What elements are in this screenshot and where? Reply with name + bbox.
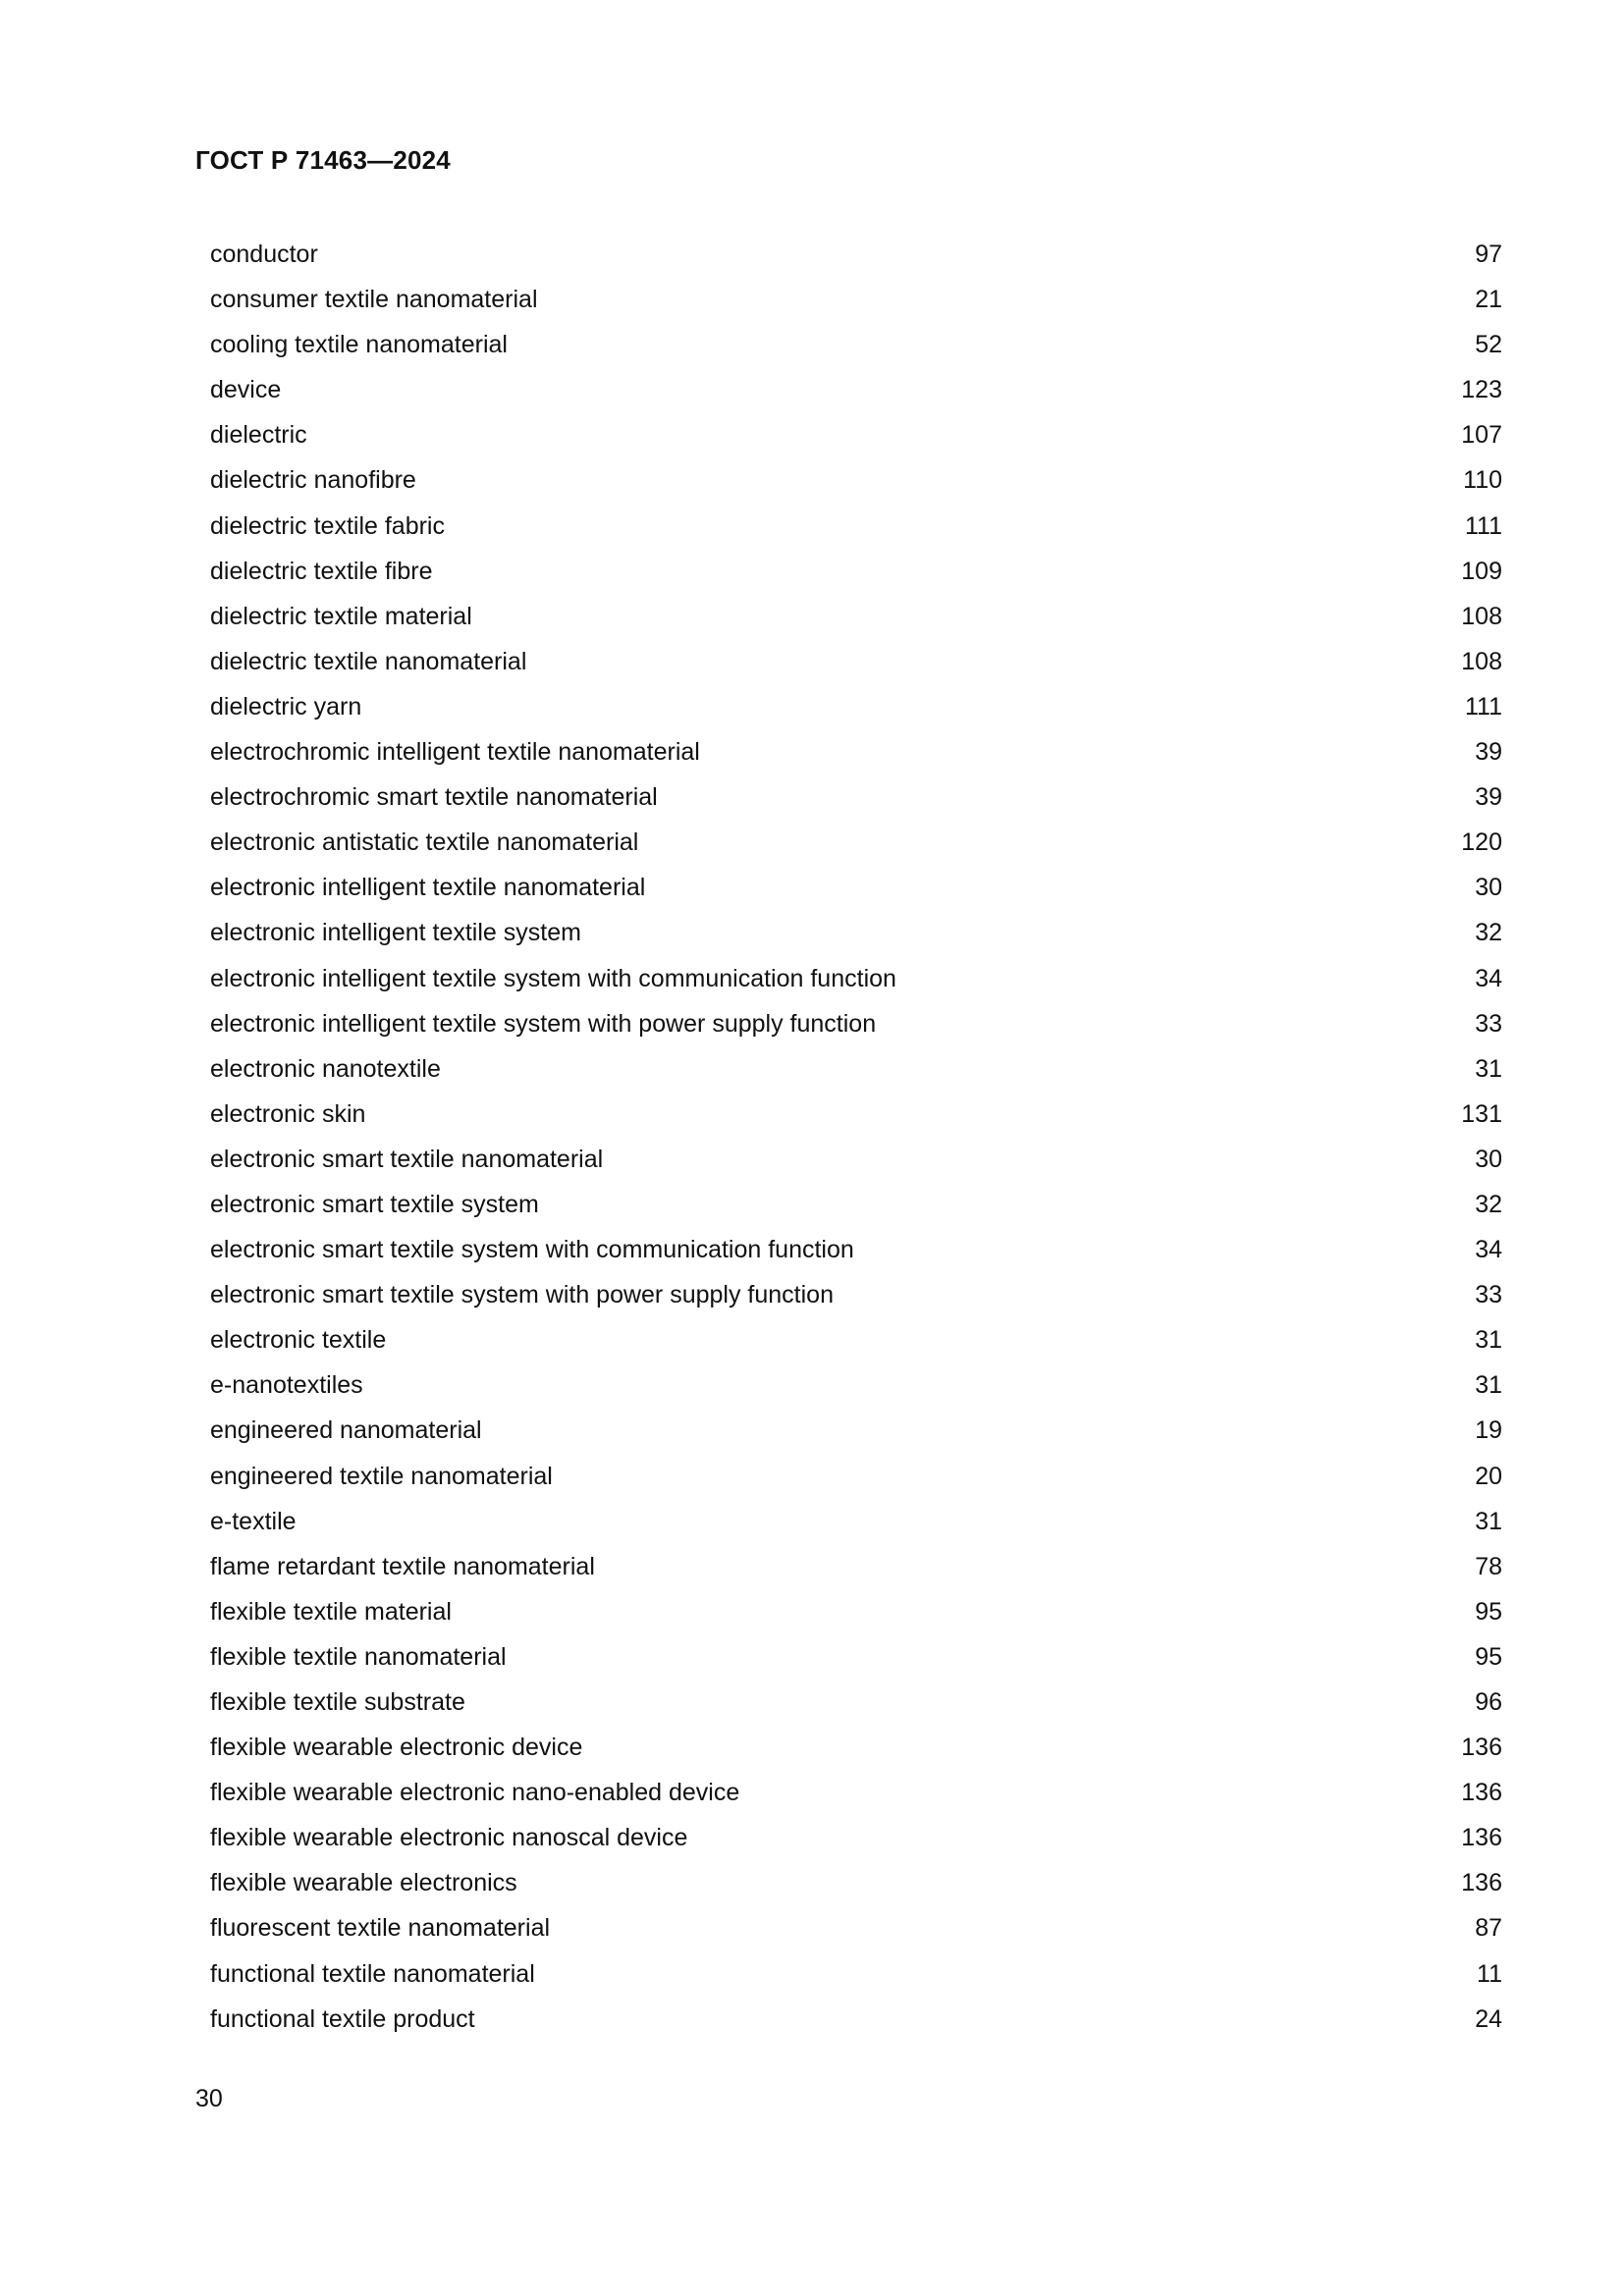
index-entry (210, 729, 1502, 774)
index-entry (210, 1860, 1502, 1905)
index-term: dielectric (210, 421, 307, 450)
index-entry (210, 1499, 1502, 1544)
index-entry (210, 412, 1502, 457)
index-page-ref: 33 (1475, 1009, 1502, 1038)
index-page-ref: 31 (1475, 1326, 1502, 1355)
index-term: flexible wearable electronic nano-enabled device (210, 1779, 740, 1807)
index-entry (210, 1589, 1502, 1634)
index-entry (210, 1454, 1502, 1499)
index-page-ref: 107 (1461, 421, 1502, 450)
index-page-ref: 96 (1475, 1688, 1502, 1716)
index-entry (210, 322, 1502, 367)
index-page-ref: 19 (1475, 1416, 1502, 1445)
index-page-ref: 34 (1475, 964, 1502, 992)
index-entry (210, 1815, 1502, 1860)
index-term: electronic antistatic textile nanomaterial (210, 828, 639, 857)
index-page-ref: 136 (1461, 1779, 1502, 1807)
index-entry (210, 1317, 1502, 1362)
index-term: cooling textile nanomaterial (210, 331, 508, 359)
index-term: consumer textile nanomaterial (210, 286, 538, 314)
index-term: engineered nanomaterial (210, 1416, 482, 1445)
index-entry (210, 232, 1502, 277)
index-entry (210, 1951, 1502, 1997)
index-entry (210, 1680, 1502, 1725)
index-term: functional textile product (210, 2004, 475, 2033)
index-entry (210, 1092, 1502, 1137)
index-page-ref: 87 (1475, 1914, 1502, 1943)
index-page-ref: 31 (1475, 1507, 1502, 1535)
index-term: electronic textile (210, 1326, 387, 1355)
index-term: conductor (210, 240, 318, 268)
index-term: flexible textile substrate (210, 1688, 465, 1716)
index-page-ref: 21 (1475, 286, 1502, 314)
index-page-ref: 123 (1461, 376, 1502, 404)
index-entry (210, 820, 1502, 865)
index-term: flexible wearable electronics (210, 1869, 517, 1897)
index-entry (210, 774, 1502, 820)
index-page-ref: 78 (1475, 1552, 1502, 1580)
index-term: electronic intelligent textile system (210, 919, 581, 947)
index-page-ref: 120 (1461, 828, 1502, 857)
index-page-ref: 111 (1464, 511, 1502, 540)
index-entry (210, 277, 1502, 322)
index-term: dielectric nanofibre (210, 466, 416, 495)
index-entry (210, 1362, 1502, 1408)
index-page-ref: 24 (1475, 2004, 1502, 2033)
index-entry (210, 639, 1502, 684)
index-entry (210, 457, 1502, 503)
index-entry (210, 594, 1502, 639)
index-term: dielectric textile nanomaterial (210, 647, 527, 675)
index-term: electronic intelligent textile nanomaterial (210, 874, 646, 902)
index-page-ref: 136 (1461, 1869, 1502, 1897)
index-term: electronic intelligent textile system with communication function (210, 964, 896, 992)
index-term: electronic smart textile system with power supply function (210, 1281, 834, 1309)
index-entry (210, 956, 1502, 1001)
index-term: fluorescent textile nanomaterial (210, 1914, 551, 1943)
index-term: flame retardant textile nanomaterial (210, 1552, 595, 1580)
index-term: e-textile (210, 1507, 297, 1535)
index-term: dielectric textile material (210, 602, 472, 630)
index-entry (210, 1227, 1502, 1272)
index-page-ref: 108 (1461, 602, 1502, 630)
index-term: flexible wearable electronic device (210, 1734, 583, 1762)
index-page-ref: 33 (1475, 1281, 1502, 1309)
index-term: dielectric textile fabric (210, 511, 445, 540)
index-entry (210, 910, 1502, 955)
index-entry (210, 367, 1502, 412)
index-entry (210, 1634, 1502, 1680)
index-page-ref: 110 (1463, 466, 1502, 495)
index-page-ref: 109 (1461, 557, 1502, 585)
index-entry (210, 1408, 1502, 1453)
index-page-ref: 95 (1475, 1642, 1502, 1671)
index-page-ref: 11 (1477, 1959, 1502, 1988)
index-entry (210, 1001, 1502, 1046)
index-term: electrochromic smart textile nanomaterial (210, 783, 658, 812)
index-term: flexible textile nanomaterial (210, 1642, 507, 1671)
index-page-ref: 34 (1475, 1236, 1502, 1264)
index-entry (210, 1137, 1502, 1182)
index-entry (210, 1544, 1502, 1589)
index-entry (210, 1272, 1502, 1317)
index-page-ref: 52 (1475, 331, 1502, 359)
index-entry (210, 1905, 1502, 1950)
index-term: electronic smart textile system (210, 1190, 539, 1218)
index-page-ref: 97 (1475, 240, 1502, 268)
index-page-ref: 108 (1461, 647, 1502, 675)
index-term: electronic smart textile system with communication function (210, 1236, 854, 1264)
index-page-ref: 31 (1475, 1371, 1502, 1400)
index-entry (210, 1997, 1502, 2042)
index-page-ref: 136 (1461, 1734, 1502, 1762)
index-entry (210, 549, 1502, 594)
index-page-ref: 39 (1475, 783, 1502, 812)
page-number: 30 (195, 2085, 223, 2112)
index-term: electrochromic intelligent textile nanomaterial (210, 738, 700, 767)
index-page-ref: 31 (1475, 1054, 1502, 1083)
index-page-ref: 136 (1461, 1824, 1502, 1852)
index-term: device (210, 376, 282, 404)
index-page-ref: 131 (1461, 1099, 1502, 1128)
index-term: electronic nanotextile (210, 1054, 441, 1083)
index-page-ref: 32 (1475, 1190, 1502, 1218)
index-entry (210, 865, 1502, 910)
index-entry (210, 504, 1502, 549)
index-entry (210, 1046, 1502, 1092)
index-page-ref: 32 (1475, 919, 1502, 947)
index-page-ref: 30 (1475, 874, 1502, 902)
index-entry (210, 1725, 1502, 1770)
index-term: engineered textile nanomaterial (210, 1462, 553, 1490)
index-term: electronic skin (210, 1099, 366, 1128)
index-term: flexible textile material (210, 1597, 452, 1626)
index-entry (210, 1182, 1502, 1227)
alphabetical-term-index (210, 232, 1502, 2042)
index-term: electronic intelligent textile system with power supply function (210, 1009, 877, 1038)
index-term: dielectric textile fibre (210, 557, 433, 585)
index-term: functional textile nanomaterial (210, 1959, 535, 1988)
index-entry (210, 684, 1502, 729)
index-term: e-nanotextiles (210, 1371, 363, 1400)
index-page-ref: 111 (1464, 692, 1502, 721)
index-page-ref: 20 (1475, 1462, 1502, 1490)
index-term: flexible wearable electronic nanoscal device (210, 1824, 688, 1852)
index-page-ref: 39 (1475, 738, 1502, 767)
index-entry (210, 1770, 1502, 1815)
index-page-ref: 95 (1475, 1597, 1502, 1626)
document-header-standard-code: ГОСТ Р 71463—2024 (195, 145, 451, 175)
index-term: dielectric yarn (210, 692, 362, 721)
index-page-ref: 30 (1475, 1145, 1502, 1173)
index-term: electronic smart textile nanomaterial (210, 1145, 604, 1173)
